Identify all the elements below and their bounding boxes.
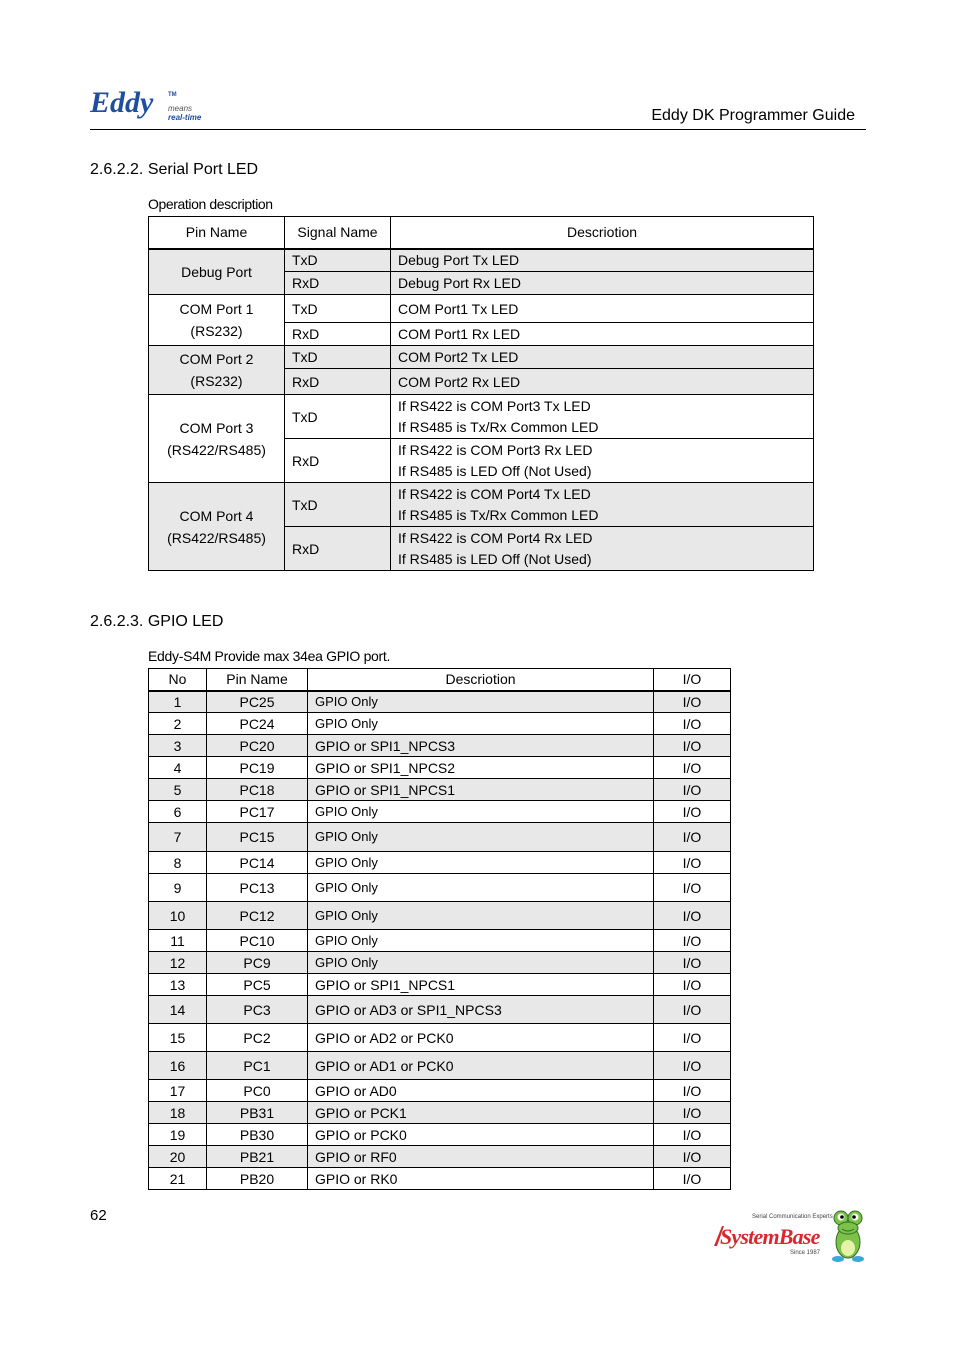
io-cell: I/O bbox=[654, 691, 731, 713]
table-row bbox=[149, 852, 731, 874]
no-cell: 14 bbox=[149, 996, 207, 1024]
description-cell: If RS422 is COM Port3 Rx LED If RS485 is LED Off (Not Used) bbox=[391, 439, 814, 483]
pin-name-cell: PB20 bbox=[207, 1168, 308, 1190]
table-row bbox=[149, 952, 731, 974]
table-row bbox=[149, 823, 731, 852]
io-cell: I/O bbox=[654, 1168, 731, 1190]
systembase-logo bbox=[710, 1202, 870, 1264]
description-cell: COM Port1 Rx LED bbox=[391, 323, 814, 346]
table-row bbox=[149, 779, 731, 801]
serial-led-table bbox=[148, 216, 814, 571]
description-cell: If RS422 is COM Port3 Tx LED If RS485 is Tx/Rx Common LED bbox=[391, 395, 814, 439]
pin-name-cell: PC1 bbox=[207, 1052, 308, 1080]
no-cell: 8 bbox=[149, 852, 207, 874]
no-cell: 10 bbox=[149, 902, 207, 930]
pin-name-cell: PC19 bbox=[207, 757, 308, 779]
logo-tagline-2: real-time bbox=[168, 113, 202, 122]
frog-mascot-icon bbox=[832, 1211, 864, 1262]
signal-cell: RxD bbox=[285, 527, 391, 571]
table-row bbox=[149, 1146, 731, 1168]
io-cell: I/O bbox=[654, 801, 731, 823]
pin-name-cell: COM Port 2 (RS232) bbox=[149, 346, 285, 395]
gpio-table-caption: Eddy-S4M Provide max 34ea GPIO port. bbox=[148, 648, 391, 664]
io-cell: I/O bbox=[654, 823, 731, 852]
table-row bbox=[149, 930, 731, 952]
io-cell: I/O bbox=[654, 874, 731, 902]
no-cell: 21 bbox=[149, 1168, 207, 1190]
signal-cell: TxD bbox=[285, 483, 391, 527]
pin-name-cell: PC3 bbox=[207, 996, 308, 1024]
logo-tagline-1: means bbox=[168, 104, 193, 113]
table-row bbox=[149, 483, 814, 527]
description-cell: GPIO or PCK1 bbox=[308, 1102, 654, 1124]
pin-name-cell: COM Port 3 (RS422/RS485) bbox=[149, 395, 285, 483]
no-cell: 7 bbox=[149, 823, 207, 852]
signal-cell: RxD bbox=[285, 439, 391, 483]
description-cell: GPIO or AD0 bbox=[308, 1080, 654, 1102]
gpio-led-table bbox=[148, 668, 731, 1190]
no-cell: 5 bbox=[149, 779, 207, 801]
io-cell: I/O bbox=[654, 1124, 731, 1146]
table-row bbox=[149, 249, 814, 272]
column-header: Pin Name bbox=[149, 217, 285, 249]
signal-cell: TxD bbox=[285, 249, 391, 272]
pin-name-cell: Debug Port bbox=[149, 249, 285, 295]
no-cell: 6 bbox=[149, 801, 207, 823]
no-cell: 18 bbox=[149, 1102, 207, 1124]
description-cell: COM Port2 Tx LED bbox=[391, 346, 814, 369]
description-cell: GPIO or PCK0 bbox=[308, 1124, 654, 1146]
no-cell: 15 bbox=[149, 1024, 207, 1052]
description-cell: GPIO or SPI1_NPCS1 bbox=[308, 779, 654, 801]
description-cell: GPIO Only bbox=[308, 801, 654, 823]
io-cell: I/O bbox=[654, 1102, 731, 1124]
table-row bbox=[149, 1102, 731, 1124]
description-cell: GPIO or AD2 or PCK0 bbox=[308, 1024, 654, 1052]
pin-name-cell: PC0 bbox=[207, 1080, 308, 1102]
description-cell: GPIO Only bbox=[308, 823, 654, 852]
column-header: I/O bbox=[654, 669, 731, 691]
pin-name-cell: PC10 bbox=[207, 930, 308, 952]
pin-name-cell: PB21 bbox=[207, 1146, 308, 1168]
pin-name-cell: PC25 bbox=[207, 691, 308, 713]
eddy-logo bbox=[90, 86, 220, 126]
description-cell: GPIO or SPI1_NPCS2 bbox=[308, 757, 654, 779]
table-row bbox=[149, 735, 731, 757]
no-cell: 3 bbox=[149, 735, 207, 757]
no-cell: 2 bbox=[149, 713, 207, 735]
table-row bbox=[149, 395, 814, 439]
description-cell: GPIO Only bbox=[308, 852, 654, 874]
no-cell: 9 bbox=[149, 874, 207, 902]
description-cell: GPIO Only bbox=[308, 902, 654, 930]
brand-name: SystemBase bbox=[720, 1224, 820, 1249]
description-cell: GPIO or RF0 bbox=[308, 1146, 654, 1168]
no-cell: 12 bbox=[149, 952, 207, 974]
signal-cell: TxD bbox=[285, 295, 391, 323]
description-cell: GPIO Only bbox=[308, 930, 654, 952]
pin-name-cell: PC14 bbox=[207, 852, 308, 874]
table-row bbox=[149, 1052, 731, 1080]
brand-tagline: Serial Communication Experts bbox=[752, 1214, 833, 1220]
io-cell: I/O bbox=[654, 852, 731, 874]
document-title: Eddy DK Programmer Guide bbox=[651, 107, 855, 124]
table-row bbox=[149, 1124, 731, 1146]
description-cell: GPIO or AD3 or SPI1_NPCS3 bbox=[308, 996, 654, 1024]
no-cell: 13 bbox=[149, 974, 207, 996]
table-row bbox=[149, 874, 731, 902]
logo-text: Eddy bbox=[90, 86, 154, 119]
table-row bbox=[149, 996, 731, 1024]
description-cell: GPIO or AD1 or PCK0 bbox=[308, 1052, 654, 1080]
column-header: Descriotion bbox=[391, 217, 814, 249]
table-row bbox=[149, 295, 814, 323]
column-header: Signal Name bbox=[285, 217, 391, 249]
no-cell: 17 bbox=[149, 1080, 207, 1102]
description-cell: Debug Port Tx LED bbox=[391, 249, 814, 272]
section-heading-serial-led: 2.6.2.2. Serial Port LED bbox=[90, 161, 259, 178]
description-cell: If RS422 is COM Port4 Rx LED If RS485 is LED Off (Not Used) bbox=[391, 527, 814, 571]
table-row bbox=[149, 974, 731, 996]
column-header: Descriotion bbox=[308, 669, 654, 691]
description-cell: GPIO Only bbox=[308, 691, 654, 713]
pin-name-cell: PC5 bbox=[207, 974, 308, 996]
table-row bbox=[149, 1024, 731, 1052]
io-cell: I/O bbox=[654, 930, 731, 952]
description-cell: GPIO Only bbox=[308, 874, 654, 902]
pin-name-cell: PC17 bbox=[207, 801, 308, 823]
table-row bbox=[149, 1080, 731, 1102]
description-cell: GPIO or SPI1_NPCS1 bbox=[308, 974, 654, 996]
pin-name-cell: COM Port 4 (RS422/RS485) bbox=[149, 483, 285, 571]
description-cell: GPIO or RK0 bbox=[308, 1168, 654, 1190]
pin-name-cell: PC2 bbox=[207, 1024, 308, 1052]
signal-cell: TxD bbox=[285, 395, 391, 439]
table-row bbox=[149, 801, 731, 823]
io-cell: I/O bbox=[654, 735, 731, 757]
pin-name-cell: PC18 bbox=[207, 779, 308, 801]
io-cell: I/O bbox=[654, 757, 731, 779]
pin-name-cell: COM Port 1 (RS232) bbox=[149, 295, 285, 346]
no-cell: 11 bbox=[149, 930, 207, 952]
column-header: No bbox=[149, 669, 207, 691]
signal-cell: RxD bbox=[285, 272, 391, 295]
description-cell: GPIO or SPI1_NPCS3 bbox=[308, 735, 654, 757]
io-cell: I/O bbox=[654, 974, 731, 996]
io-cell: I/O bbox=[654, 1080, 731, 1102]
io-cell: I/O bbox=[654, 779, 731, 801]
table-row bbox=[149, 1168, 731, 1190]
no-cell: 16 bbox=[149, 1052, 207, 1080]
signal-cell: TxD bbox=[285, 346, 391, 369]
serial-table-caption: Operation description bbox=[148, 196, 273, 212]
page-number: 62 bbox=[90, 1207, 107, 1224]
table-row bbox=[149, 691, 731, 713]
logo-tm: TM bbox=[168, 92, 177, 98]
pin-name-cell: PB30 bbox=[207, 1124, 308, 1146]
description-cell: GPIO Only bbox=[308, 952, 654, 974]
io-cell: I/O bbox=[654, 902, 731, 930]
pin-name-cell: PC13 bbox=[207, 874, 308, 902]
io-cell: I/O bbox=[654, 713, 731, 735]
no-cell: 4 bbox=[149, 757, 207, 779]
table-row bbox=[149, 346, 814, 369]
no-cell: 20 bbox=[149, 1146, 207, 1168]
description-cell: COM Port2 Rx LED bbox=[391, 369, 814, 395]
table-row bbox=[149, 902, 731, 930]
pin-name-cell: PC12 bbox=[207, 902, 308, 930]
pin-name-cell: PC9 bbox=[207, 952, 308, 974]
brand-since: Since 1987 bbox=[790, 1250, 821, 1256]
pin-name-cell: PB31 bbox=[207, 1102, 308, 1124]
io-cell: I/O bbox=[654, 1052, 731, 1080]
description-cell: GPIO Only bbox=[308, 713, 654, 735]
pin-name-cell: PC24 bbox=[207, 713, 308, 735]
io-cell: I/O bbox=[654, 1146, 731, 1168]
io-cell: I/O bbox=[654, 952, 731, 974]
table-row bbox=[149, 757, 731, 779]
io-cell: I/O bbox=[654, 996, 731, 1024]
signal-cell: RxD bbox=[285, 323, 391, 346]
io-cell: I/O bbox=[654, 1024, 731, 1052]
no-cell: 19 bbox=[149, 1124, 207, 1146]
table-row bbox=[149, 713, 731, 735]
description-cell: COM Port1 Tx LED bbox=[391, 295, 814, 323]
signal-cell: RxD bbox=[285, 369, 391, 395]
header-divider bbox=[90, 129, 866, 130]
description-cell: Debug Port Rx LED bbox=[391, 272, 814, 295]
section-heading-gpio-led: 2.6.2.3. GPIO LED bbox=[90, 613, 224, 630]
description-cell: If RS422 is COM Port4 Tx LED If RS485 is Tx/Rx Common LED bbox=[391, 483, 814, 527]
pin-name-cell: PC15 bbox=[207, 823, 308, 852]
column-header: Pin Name bbox=[207, 669, 308, 691]
no-cell: 1 bbox=[149, 691, 207, 713]
pin-name-cell: PC20 bbox=[207, 735, 308, 757]
